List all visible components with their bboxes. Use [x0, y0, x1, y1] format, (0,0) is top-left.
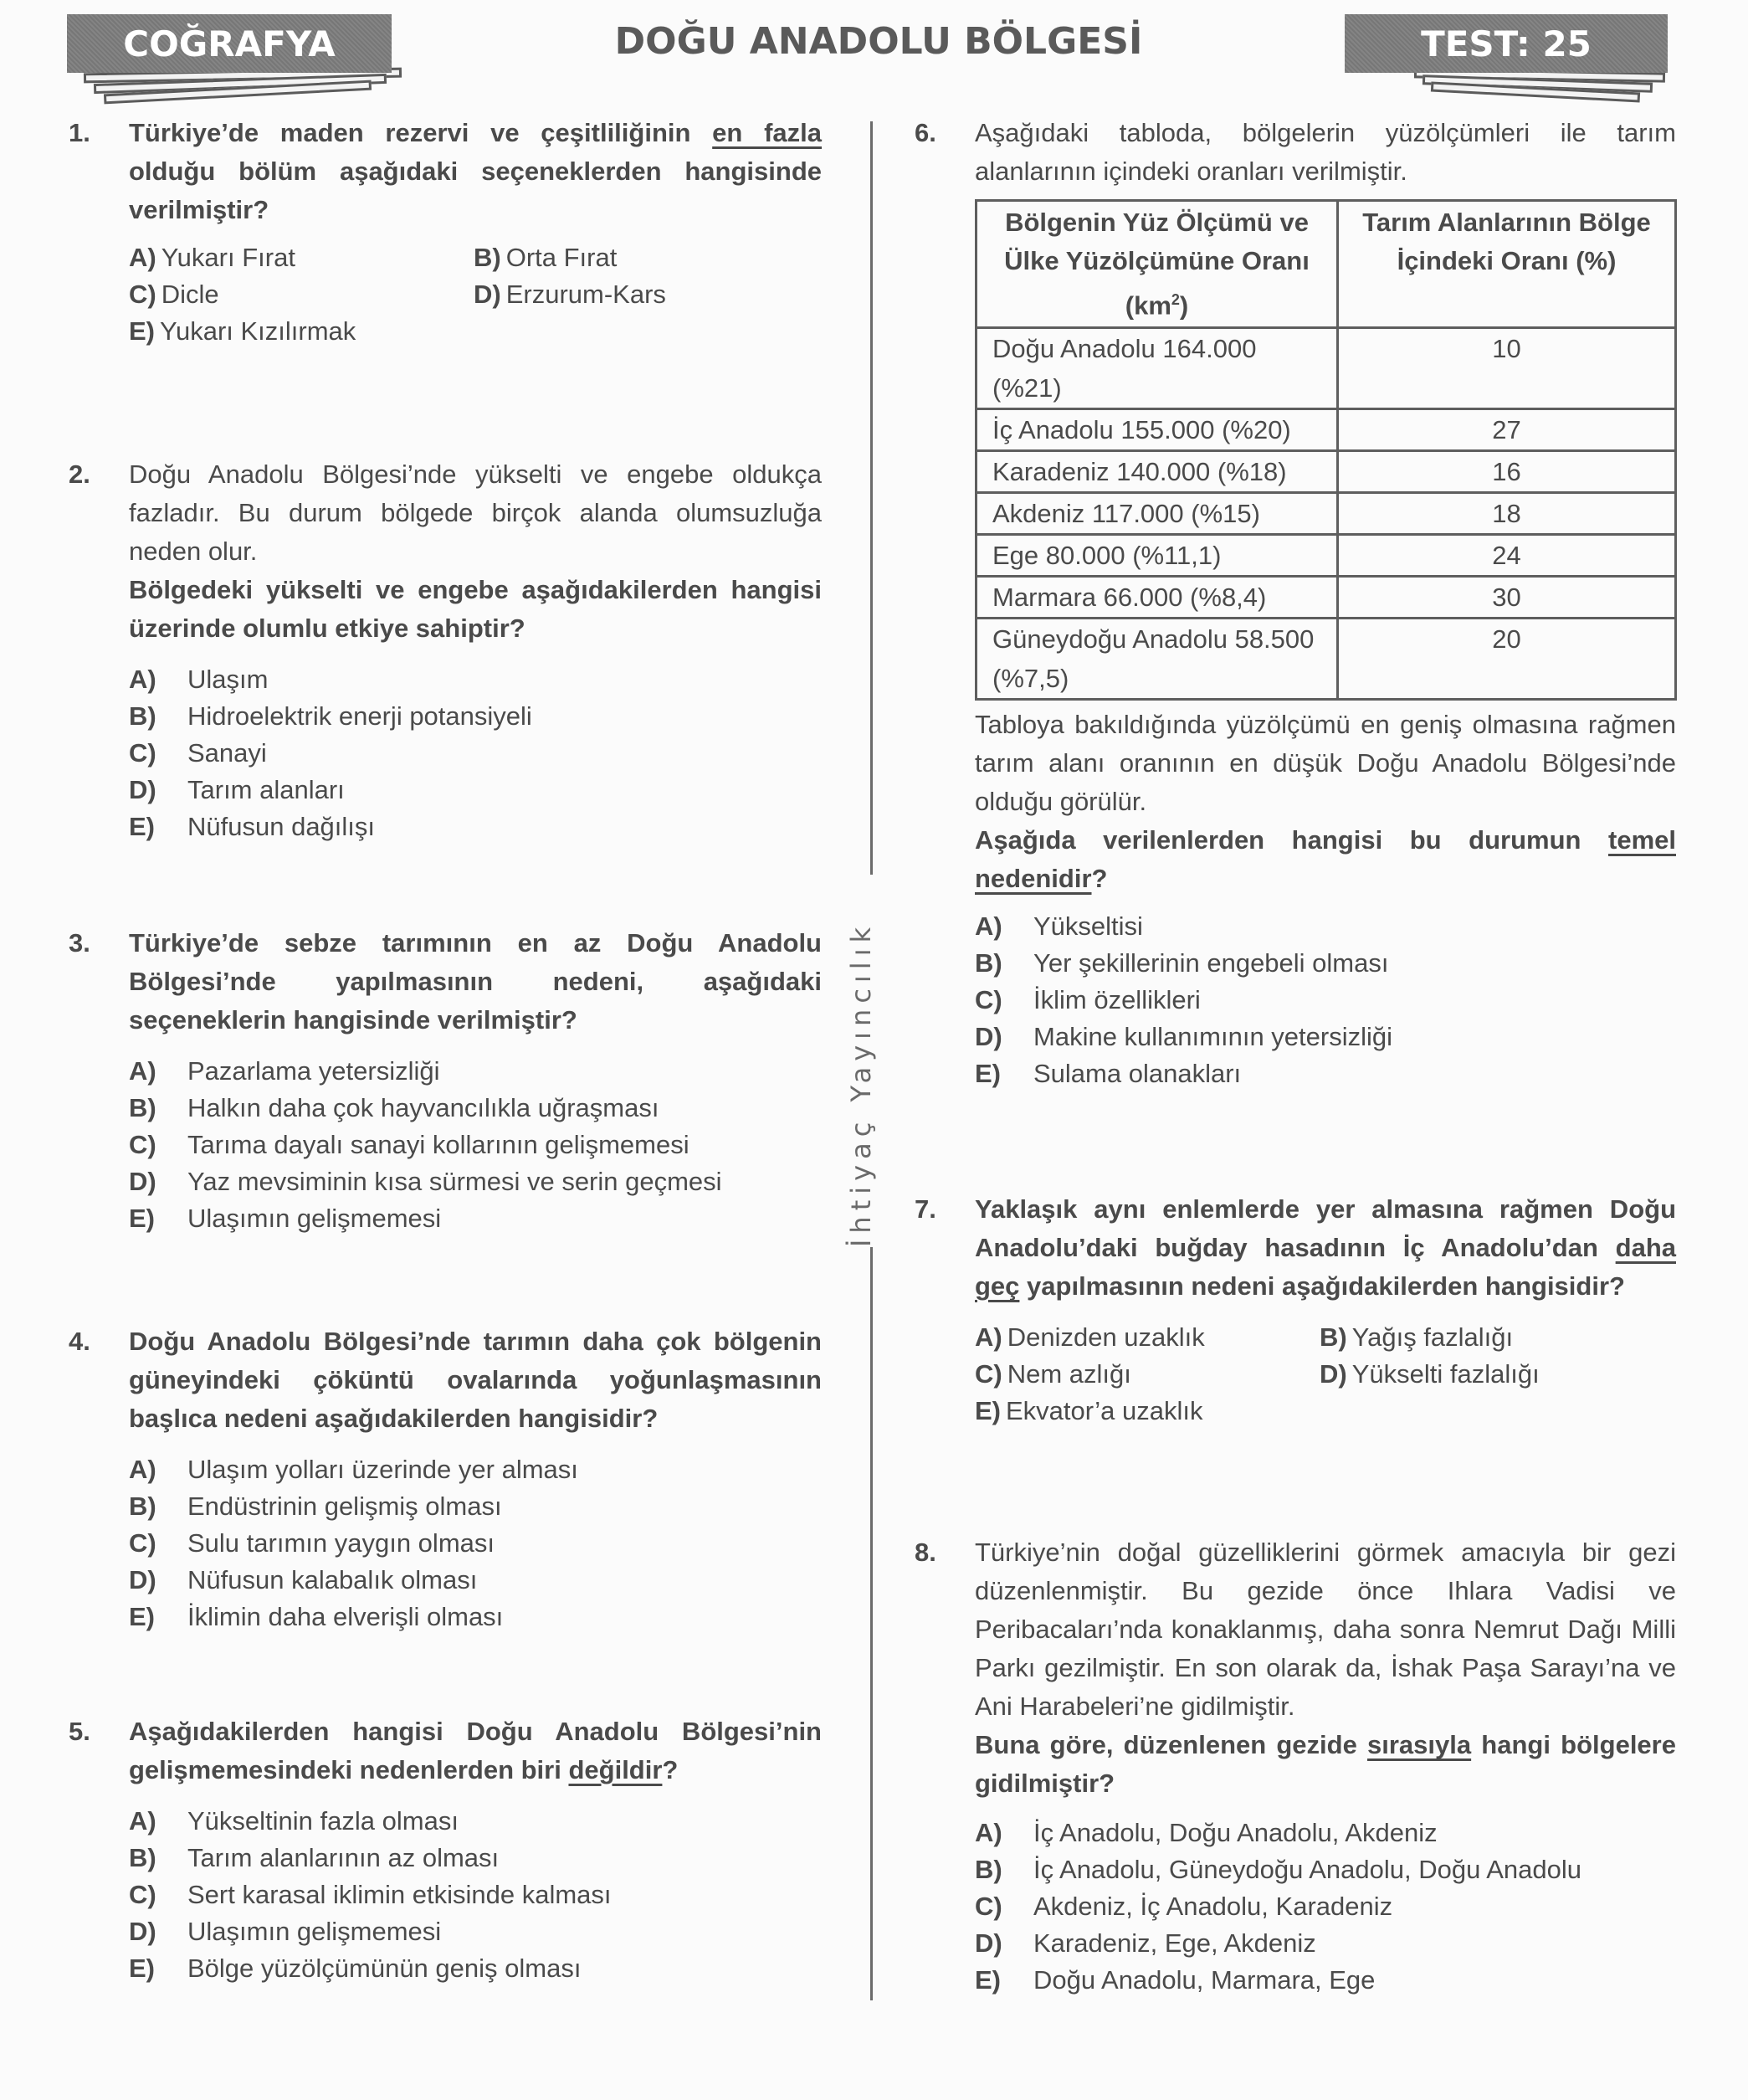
option-d[interactable]: D) Makine kullanımının yetersizliği [975, 1022, 1393, 1052]
column-header-farmland: Tarım Alanlarının Bölge İçindeki Oranı (%) [1338, 201, 1676, 328]
test-number-banner: TEST: 25 [1345, 14, 1668, 73]
question-number: 8. [915, 1538, 936, 1567]
option-d[interactable]: D) Erzurum-Kars [474, 280, 666, 309]
table-row: İç Anadolu 155.000 (%20) 27 [977, 409, 1676, 451]
question-intro: Doğu Anadolu Bölgesi’nde yükselti ve engebe oldukça fazladır. Bu durum bölgede birçok alanda olumsuzluğa neden olur. [129, 460, 822, 566]
table-row: Marmara 66.000 (%8,4) 30 [977, 577, 1676, 619]
question-number: 7. [915, 1194, 936, 1224]
option-a[interactable]: A) Ulaşım yolları üzerinde yer alması [129, 1455, 578, 1484]
option-d[interactable]: D) Yaz mevsiminin kısa sürmesi ve serin geçmesi [129, 1167, 722, 1196]
question-5 [69, 1712, 822, 1987]
question-7 [915, 1190, 1676, 1430]
option-c[interactable]: C) Dicle [129, 280, 219, 309]
option-b[interactable]: B) Orta Fırat [474, 243, 618, 272]
question-number: 2. [69, 460, 90, 489]
subject-banner: COĞRAFYA [67, 14, 392, 73]
question-3 [69, 924, 822, 1237]
option-b[interactable]: B) Yer şekillerinin engebeli olması [975, 948, 1389, 978]
option-d[interactable]: D) Yükselti fazlalığı [1320, 1359, 1540, 1389]
option-c[interactable]: C) Sulu tarımın yaygın olması [129, 1528, 495, 1558]
option-b[interactable]: B) Yağış fazlalığı [1320, 1322, 1514, 1352]
question-6 [915, 114, 1676, 1092]
page-title: DOĞU ANADOLU BÖLGESİ [614, 20, 1143, 63]
question-number: 5. [69, 1717, 90, 1746]
option-b[interactable]: B) Tarım alanlarının az olması [129, 1843, 500, 1872]
option-b[interactable]: B) Hidroelektrik enerji potansiyeli [129, 701, 532, 731]
option-b[interactable]: B) Endüstrinin gelişmiş olması [129, 1492, 502, 1521]
option-c[interactable]: C) Sanayi [129, 738, 267, 768]
option-a[interactable]: A) Pazarlama yetersizliği [129, 1056, 440, 1086]
publisher-watermark: İhtiyaç Yayıncılık [845, 921, 877, 1247]
option-d[interactable]: D) Karadeniz, Ege, Akdeniz [975, 1928, 1316, 1958]
option-a[interactable]: A) Yükseltinin fazla olması [129, 1806, 459, 1836]
question-stem: Buna göre, düzenlenen gezide sırasıyla hangi bölgelere gidilmiştir? [975, 1730, 1676, 1798]
option-e[interactable]: E) Nüfusun dağılışı [129, 812, 376, 841]
option-c[interactable]: C) Tarıma dayalı sanayi kollarının gelişmemesi [129, 1130, 689, 1159]
option-e[interactable]: E) Ulaşımın gelişmemesi [129, 1204, 442, 1233]
option-e[interactable]: E) Bölge yüzölçümünün geniş olması [129, 1954, 582, 1983]
column-divider-bottom [870, 1247, 873, 2000]
question-4 [69, 1322, 822, 1635]
column-header-area: Bölgenin Yüz Ölçümü ve Ülke Yüzölçümüne Oranı $(km^2)$ [977, 201, 1338, 328]
option-b[interactable]: B) İç Anadolu, Güneydoğu Anadolu, Doğu Anadolu [975, 1855, 1581, 1884]
option-e[interactable]: E) Ekvator’a uzaklık [975, 1396, 1203, 1425]
question-stem: Bölgedeki yükselti ve engebe aşağıdakilerden hangisi üzerinde olumlu etkiye sahiptir? [129, 575, 822, 643]
option-c[interactable]: C) Nem azlığı [975, 1359, 1131, 1389]
question-stem: Türkiye’de sebze tarımının en az Doğu Anadolu Bölgesi’nde yapılmasının nedeni, aşağıdaki seçeneklerin hangisinde verilmiştir? [129, 928, 822, 1035]
option-c[interactable]: C) Akdeniz, İç Anadolu, Karadeniz [975, 1892, 1393, 1921]
option-a[interactable]: A) İç Anadolu, Doğu Anadolu, Akdeniz [975, 1818, 1438, 1847]
question-stem: Aşağıdakilerden hangisi Doğu Anadolu Bölgesi’nin gelişmemesindeki nedenlerden biri değildir? [129, 1717, 822, 1784]
table-row: Doğu Anadolu 164.000 (%21) 10 [977, 328, 1676, 409]
table-row: Karadeniz 140.000 (%18) 16 [977, 451, 1676, 493]
option-e[interactable]: E) Yukarı Kızılırmak [129, 316, 356, 346]
table-header-row [977, 201, 1676, 328]
question-stem: Türkiye’de maden rezervi ve çeşitliliğinin en fazla olduğu bölüm aşağıdaki seçeneklerden hangisinde verilmiştir? [129, 118, 822, 224]
question-number: 3. [69, 928, 90, 958]
option-a[interactable]: A) Yukarı Fırat [129, 243, 295, 272]
question-number: 1. [69, 118, 90, 147]
region-area-table [975, 199, 1677, 701]
table-row: Akdeniz 117.000 (%15) 18 [977, 493, 1676, 535]
option-c[interactable]: C) Sert karasal iklimin etkisinde kalması [129, 1880, 612, 1909]
option-e[interactable]: E) Doğu Anadolu, Marmara, Ege [975, 1965, 1376, 1995]
option-e[interactable]: E) Sulama olanakları [975, 1059, 1242, 1089]
question-intro: Aşağıdaki tabloda, bölgelerin yüzölçümleri ile tarım alanlarının içindeki oranları verilmiştir. [975, 118, 1676, 186]
table-row: Ege 80.000 (%11,1) 24 [977, 535, 1676, 577]
option-d[interactable]: D) Nüfusun kalabalık olması [129, 1565, 478, 1594]
question-8 [915, 1533, 1676, 1999]
option-d[interactable]: D) Tarım alanları [129, 775, 345, 804]
column-divider-top [870, 121, 873, 875]
option-d[interactable]: D) Ulaşımın gelişmemesi [129, 1917, 442, 1946]
option-c[interactable]: C) İklim özellikleri [975, 985, 1201, 1015]
option-b[interactable]: B) Halkın daha çok hayvancılıkla uğraşması [129, 1093, 659, 1122]
option-a[interactable]: A) Yükseltisi [975, 911, 1143, 942]
table-row: Güneydoğu Anadolu 58.500 (%7,5) 20 [977, 619, 1676, 700]
question-stem: Yaklaşık aynı enlemlerde yer almasına rağmen Doğu Anadolu’daki buğday hasadının İç Anadolu’dan daha geç yapılmasının nedeni aşağıdakilerden hangisidir? [975, 1194, 1676, 1301]
option-a[interactable]: A) Ulaşım [129, 665, 269, 694]
question-stem: Doğu Anadolu Bölgesi’nde tarımın daha çok bölgenin güneyindeki çöküntü ovalarında yoğunlaşmasının başlıca nedeni aşağıdakilerden hangisidir? [129, 1327, 822, 1433]
option-e[interactable]: E) İklimin daha elverişli olması [129, 1602, 504, 1631]
question-stem: Aşağıda verilenlerden hangisi bu durumun temel nedenidir? [975, 825, 1676, 894]
question-1 [69, 114, 822, 350]
question-intro: Türkiye’nin doğal güzelliklerini görmek amacıyla bir gezi düzenlenmiştir. Bu gezide önce Ihlara Vadisi ve Peribacaları’nda konaklanmış, daha sonra Nemrut Dağı Milli Parkı gezilmiştir. En son olarak da, İshak Paşa Sarayı’na ve Ani Harabeleri’ne gidilmiştir. [975, 1538, 1676, 1721]
question-number: 4. [69, 1327, 90, 1356]
question-context: Tabloya bakıldığında yüzölçümü en geniş olmasına rağmen tarım alanı oranının en düşük Doğu Anadolu Bölgesi’nde olduğu görülür. [975, 710, 1676, 817]
question-number: 6. [915, 118, 936, 147]
question-2 [69, 455, 822, 845]
option-a[interactable]: A) Denizden uzaklık [975, 1322, 1205, 1352]
